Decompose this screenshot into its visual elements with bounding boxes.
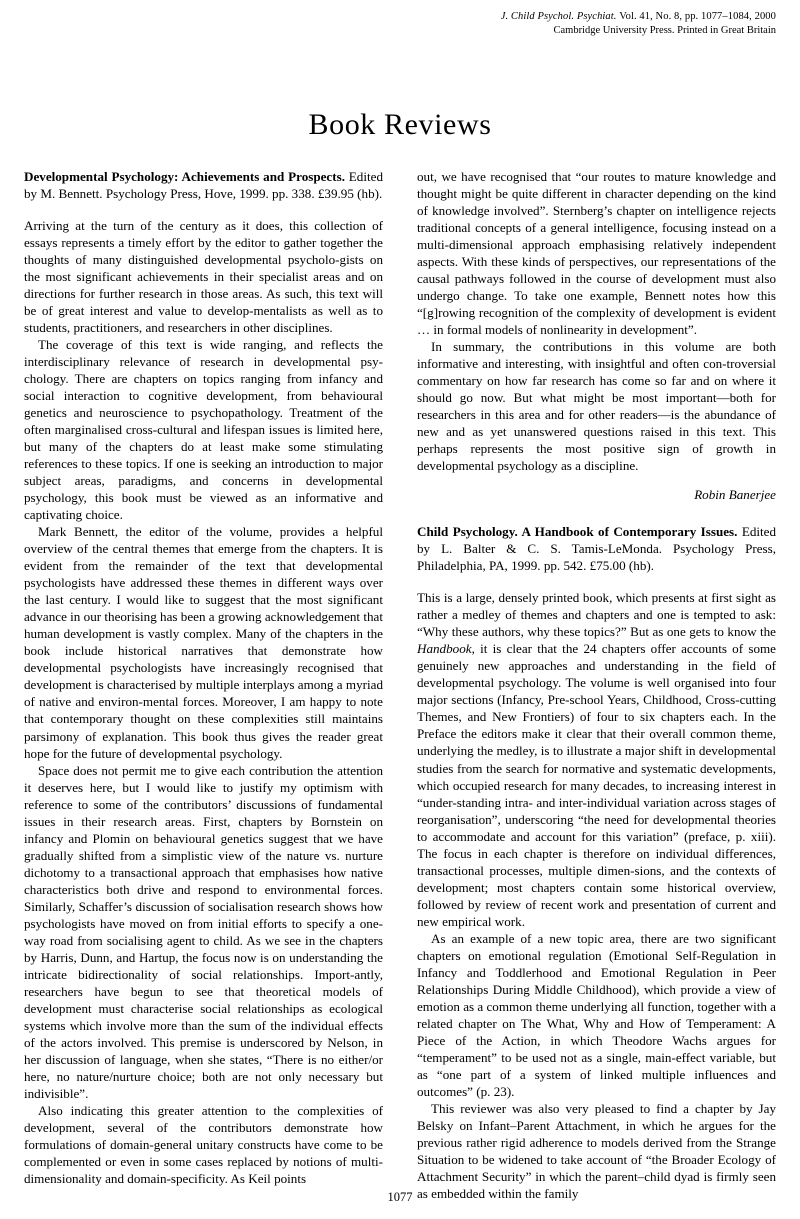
spacer: [417, 574, 776, 589]
review-title-2: Child Psychology. A Handbook of Contemporary Issues.: [417, 524, 738, 540]
review-citation-2: Edited by L. Balter & C. S. Tamis-LeMonda. Psychology Press, Philadelphia, PA, 1999. pp. 542. £75.00 (hb).: [417, 524, 777, 574]
review-1-paragraph-1: Arriving at the turn of the century as it does, this collection of essays represents a timely effort by the editor to gather together the thoughts of many distinguished developmental psycholo-gists on the most significant achievements in their specialist areas and on directions for further research in those areas. As such, this text will be of great interest and value to develop-mentalists as well as to students, practitioners, and researchers in other disciplines.: [24, 218, 383, 336]
review-1-paragraph-4: Space does not permit me to give each contribution the attention it deserves here, but I would like to justify my optimism with reference to some of the contributors’ discussions of fundamental issues in their research areas. First, chapters by Bornstein on infancy and Plomin on behavioural genetics suggest that we have gradually shifted from a simplistic view of the nature vs. nurture dichotomy to a transactional approach that emphasises how native characteristics both drive and respond to environmental forces. Similarly, Schaffer’s discussion of socialisation research shows how psychologists have moved on from initial efforts to specify a one-way road from socialising agent to child. As we see in the chapters by Harris, Dunn, and Hartup, the focus now is on understanding the intricate bidirectionality of social relationships. Import-antly, researchers have begun to see that theoretical models of development must characterise social relationships as ecological systems which involve more than the sum of the individual effects of the actors involved. This premise is underscored by Nelson, in her discussion of language, when she states, “There is no either/or here, no nature/nurture choice; both are not only necessary but indivisible”.: [24, 762, 383, 1101]
two-column-body: [24, 168, 776, 1202]
page-number: 1077: [387, 1190, 413, 1204]
review-2-paragraph-2: As an example of a new topic area, there are two significant chapters on emotional regulation (Emotional Self-Regulation in Infancy and Toddlerhood and Emotional Regulation in Peer Relationships During Middle Childhood), which provide a view of emotion as a common theme underlying all function, together with a related chapter on The What, Why and How of Temperament: A Piece of the Action, in which Theodore Wachs argues for “temperament” to be used not as a single, main-effect variable, but as “one part of a system of linked multiple influences and outcomes” (p. 23).: [417, 930, 776, 1099]
review-2-paragraph-3: This reviewer was also very pleased to find a chapter by Jay Belsky on Infant–Parent Attachment, in which he argues for the previous rather rigid adherence to models derived from the Strange Situation to be widened to take account of “the Broader Ecology of Attachment Security” in which the parent–child dyad is firmly seen as embedded within the family: [417, 1100, 776, 1201]
review-1-paragraph-2: The coverage of this text is wide ranging, and reflects the interdisciplinary relevance of research in developmental psy-chology. There are chapters on topics ranging from infancy and social interaction to cognitive development, from behavioural genetics and neuroscience to psychopathology. Treatment of the often marginalised cross-cultural and lifespan issues is limited here, but many of the chapters do at least make some stimulating references to these topics. If one is seeking an introduction to major subject areas, paradigms, and concerns in developmental psychology, this book must be viewed as an informative and captivating choice.: [24, 337, 383, 523]
review-heading-1: [24, 168, 383, 202]
right-column: [417, 168, 776, 1202]
page-title: Book Reviews: [308, 108, 492, 142]
publisher-line: Cambridge University Press. Printed in Great Britain: [553, 25, 776, 37]
spacer: [417, 503, 776, 523]
journal-citation-line: J. Child Psychol. Psychiat. Vol. 41, No. 8, pp. 1077–1084, 2000: [500, 11, 776, 22]
review-1-right-top: out, we have recognised that “our routes to mature knowledge and thought might be quite different in character depending on the kind of knowledge involved”. Sternberg’s chapter on intelligence rejects traditional concepts of a general intelligence, focusing instead on a multi-dimensional approach emphasising relatively independent aspects. With these kinds of perspectives, our representations of the causal pathways followed in the course of development must also undergo change. To take one example, Bennett notes how this “[g]rowing recognition of the complexity of development is evident … in formal models of nonlinearity in development”.: [417, 169, 776, 338]
review-1-paragraph-3: Mark Bennett, the editor of the volume, provides a helpful overview of the central themes that emerge from the chapters. It is evident from the remainder of the text that developmental psychologists have addressed these themes in different ways over the last century. I would like to suggest that the most significant advance in our theorising has been a growing acknowledgement that human development is vastly complex. Many of the chapters in the book include historical narratives that demonstrate how developmental psychologists have increasingly recognised that development is characterised by multiple interplays among a myriad of native and environ-mental forces. Moreover, I am happy to note that contemporary thought on these complexities still maintains parsimony of explanation. This book thus gives the reader great hope for the future of developmental psychology.: [24, 524, 383, 761]
review-1-signature: Robin Banerjee: [694, 487, 776, 503]
review-1-paragraph-5: Also indicating this greater attention to the complexities of development, several of the contributors demonstrate how formulations of domain-general unitary constructs have come to be complemented or even in some cases replaced by notions of multi-dimensionality and domain-specificity. As Keil points: [24, 1102, 383, 1186]
spacer: [24, 202, 383, 217]
review-1-right-summary: In summary, the contributions in this volume are both informative and interesting, with insightful and often con-troversial commentary on how far research has come so far and on where it should go now. But what might be most important—both for researchers in this area and for other readers—is the abundance of new and as yet unanswered questions raised in this text. This perhaps represents the most positive sign of growth in developmental psychology as a discipline.: [417, 339, 776, 474]
review-title-1: Developmental Psychology: Achievements and Prospects.: [24, 169, 345, 184]
left-column: [24, 168, 383, 1202]
review-heading-2: [417, 523, 776, 574]
running-head: [501, 10, 776, 37]
review-citation-1: Edited by M. Bennett. Psychology Press, Hove, 1999. pp. 338. £39.95 (hb).: [24, 169, 383, 202]
review-2-paragraph-1: This is a large, densely printed book, which presents at first sight as rather a medley of themes and chapters and one is tempted to ask: “Why these authors, why these topics?” But as one gets to know the Handbook, it is clear that the 24 chapters offer accounts of some genuinely new approaches and understanding in the field of developmental psychology. The volume is well organised into four major sections (Infancy, Pre-school Years, Childhood, Cross-cutting Themes, and New Frontiers) of four to six chapters each. In the Preface the editors make it clear that their overall common theme, underlying the medley, is to illustrate a major shift in developmental studies from the search for normative and systematic developments, which occupied research for many decades, to increasing interest in “under-standing intra- and inter-individual variation across stages of reorganisation”, underscoring “the need for developmental theories to accommodate and account for this variation” (preface, p. xiii). The focus in each chapter is therefore on individual differences, transactional processes, multiple dimen-sions, and the contexts of development; most chapters contain some historical overview, followed by review of recent work and presentation of current and new empirical work.: [417, 590, 776, 929]
